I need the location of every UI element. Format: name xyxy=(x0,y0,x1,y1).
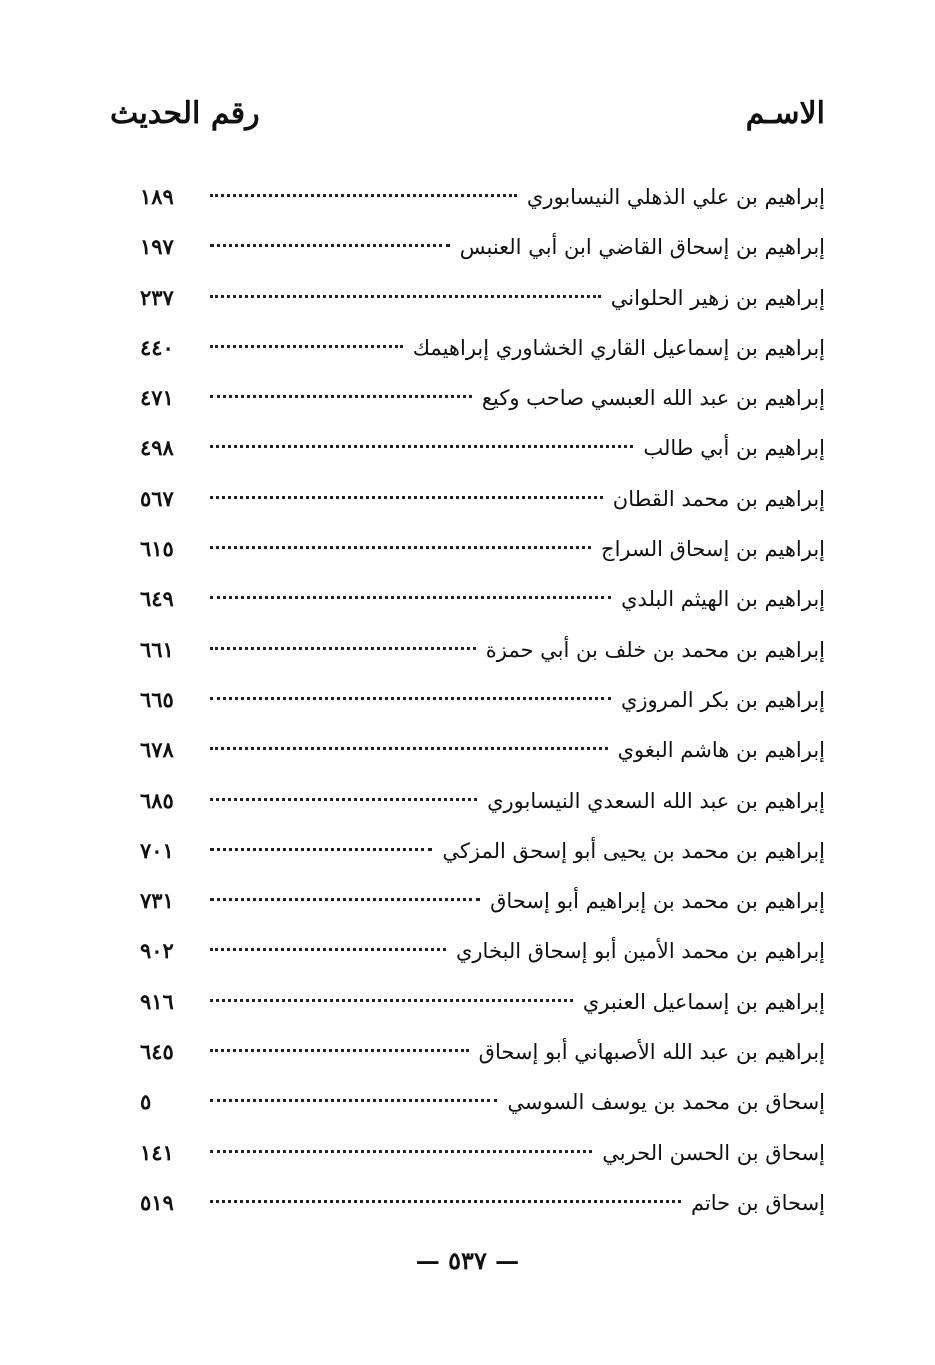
narrator-name: إبراهيم بن هاشم البغوي xyxy=(617,738,825,763)
dot-leader xyxy=(210,1099,497,1102)
hadith-number: ١٨٩ xyxy=(140,184,174,209)
narrator-name: إبراهيم بن إسماعيل العنبري xyxy=(582,989,825,1014)
index-entry xyxy=(140,574,825,624)
hadith-number: ١٩٧ xyxy=(140,234,174,260)
dot-leader xyxy=(210,697,611,700)
index-entry xyxy=(140,323,825,373)
narrator-name: إسحاق بن حاتم xyxy=(690,1190,825,1215)
narrator-name: إسحاق بن محمد بن يوسف السوسي xyxy=(507,1090,825,1115)
narrator-name: إبراهيم بن علي الذهلي النيسابوري xyxy=(526,185,825,209)
index-entry xyxy=(140,826,825,876)
index-entry xyxy=(140,1027,825,1077)
index-entry xyxy=(140,423,825,473)
dot-leader xyxy=(210,445,633,448)
hadith-number: ٥ xyxy=(140,1089,152,1115)
index-entry xyxy=(140,725,825,775)
page-number: — ٥٣٧ — xyxy=(415,1246,520,1275)
index-entry xyxy=(140,1128,825,1178)
hadith-number: ٦٤٥ xyxy=(140,1039,174,1065)
narrator-name: إبراهيم بن إسماعيل القاري الخشاوري إبراهيمك xyxy=(412,335,825,360)
hadith-number: ٤٤٠ xyxy=(140,334,174,360)
dot-leader xyxy=(210,798,477,801)
narrator-name: إبراهيم بن أبي طالب xyxy=(643,436,825,461)
index-entry xyxy=(140,273,825,323)
index-entry xyxy=(140,1077,825,1127)
hadith-number: ٧٠١ xyxy=(140,837,174,863)
dot-leader xyxy=(210,999,573,1002)
narrator-name: إبراهيم بن الهيثم البلدي xyxy=(621,587,825,612)
dot-leader xyxy=(210,1200,681,1203)
index-entry xyxy=(140,926,825,976)
narrator-name: إبراهيم بن إسحاق القاضي ابن أبي العنبس xyxy=(459,235,825,260)
narrator-name: إبراهيم بن بكر المروزي xyxy=(620,687,825,712)
hadith-number-column-header: رقم الحديث xyxy=(110,95,260,131)
hadith-number: ٤٩٨ xyxy=(140,435,174,461)
narrator-name: إبراهيم بن محمد القطان xyxy=(612,486,825,511)
hadith-number: ٦٦١ xyxy=(140,636,174,662)
dot-leader xyxy=(210,244,450,247)
dot-leader xyxy=(210,395,472,398)
narrator-name: إبراهيم بن محمد بن يحيى أبو إسحق المزكي xyxy=(442,838,825,863)
dot-leader xyxy=(210,948,446,951)
index-entry xyxy=(140,876,825,926)
column-headers xyxy=(110,88,825,138)
name-column-header: الاسـم xyxy=(745,95,825,131)
dot-leader xyxy=(210,747,608,750)
dot-leader xyxy=(210,496,603,499)
index-entry xyxy=(140,373,825,423)
hadith-number: ٩٠٢ xyxy=(140,938,174,964)
index-entry xyxy=(140,776,825,826)
hadith-number: ٥٦٧ xyxy=(140,485,174,511)
dot-leader xyxy=(210,596,611,599)
index-entry xyxy=(140,1178,825,1228)
narrator-name: إبراهيم بن عبد الله العبسي صاحب وكيع xyxy=(481,386,825,411)
index-entry xyxy=(140,524,825,574)
hadith-number: ٦٨٥ xyxy=(140,787,174,813)
hadith-number: ٦٦٥ xyxy=(140,686,174,712)
dot-leader xyxy=(210,1150,592,1153)
narrator-name: إبراهيم بن إسحاق السراج xyxy=(601,537,825,562)
narrator-name: إبراهيم بن زهير الحلواني xyxy=(610,285,825,310)
index-entry xyxy=(140,222,825,272)
hadith-number: ٦١٥ xyxy=(140,536,174,562)
hadith-number: ٦٧٨ xyxy=(140,737,174,763)
hadith-number: ٥١٩ xyxy=(140,1189,174,1215)
index-entry xyxy=(140,977,825,1027)
dot-leader xyxy=(210,898,480,901)
narrator-name: إبراهيم بن محمد بن خلف بن أبي حمزة xyxy=(485,637,825,662)
narrator-name: إبراهيم بن محمد الأمين أبو إسحاق البخاري xyxy=(455,939,825,964)
narrator-index-list xyxy=(140,172,825,1228)
hadith-number: ١٤١ xyxy=(140,1139,174,1165)
hadith-number: ٧٣١ xyxy=(140,888,174,914)
hadith-number: ٢٣٧ xyxy=(140,284,174,310)
dot-leader xyxy=(210,647,476,650)
narrator-name: إبراهيم بن عبد الله الأصبهاني أبو إسحاق xyxy=(478,1040,825,1065)
narrator-name: إبراهيم بن محمد بن إبراهيم أبو إسحاق xyxy=(490,889,825,914)
dot-leader xyxy=(210,848,432,851)
index-entry xyxy=(140,625,825,675)
narrator-name: إسحاق بن الحسن الحربي xyxy=(602,1140,825,1165)
hadith-number: ٤٧١ xyxy=(140,385,174,411)
index-entry xyxy=(140,474,825,524)
dot-leader xyxy=(210,194,517,197)
dot-leader xyxy=(210,345,403,348)
index-entry xyxy=(140,675,825,725)
narrator-name: إبراهيم بن عبد الله السعدي النيسابوري xyxy=(487,788,825,813)
dot-leader xyxy=(210,295,601,298)
hadith-number: ٦٤٩ xyxy=(140,586,174,612)
dot-leader xyxy=(210,1049,469,1052)
index-entry xyxy=(140,172,825,222)
hadith-number: ٩١٦ xyxy=(140,988,174,1014)
dot-leader xyxy=(210,546,591,549)
